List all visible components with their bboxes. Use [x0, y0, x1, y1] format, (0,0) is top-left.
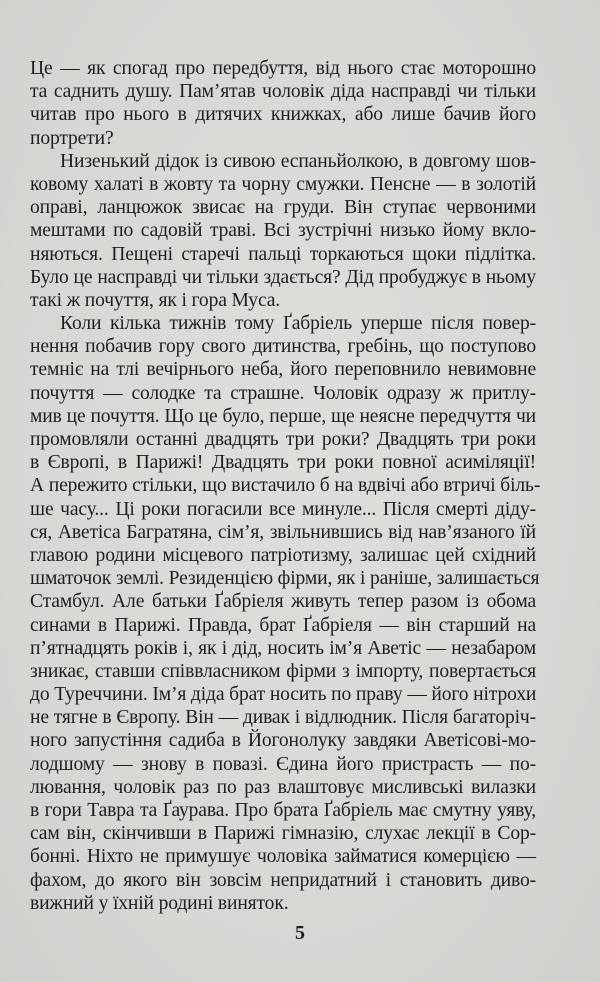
text-line: почуття — солодке та страшне. Чоловік одразу ж притлу-: [30, 382, 536, 404]
text-line: Коли кілька тижнів тому Ґабріель уперше після повер-: [60, 313, 536, 335]
text-line: А пережито стільки, що вистачило б на вдвічі або втричі біль-: [30, 475, 541, 497]
text-line: зникає, ставши співвласником фірми з імпорту, повертається: [30, 660, 536, 682]
text-line: вижний у їхній родині виняток.: [30, 892, 289, 914]
text-line: в Європі, в Парижі! Двадцять три роки повної асиміляції!: [30, 452, 536, 474]
text-line: читав про нього в дитячих книжках, або лише бачив його: [30, 104, 536, 126]
text-line: мив це почуття. Що це було, перше, ще неясне передчуття чи: [30, 405, 536, 427]
text-line: в гори Тавра та Ґаурава. Про брата Ґабріель має смутну уяву,: [30, 800, 536, 821]
text-line: темніє на тлі вечірнього неба, його переповнило невимовне: [30, 359, 536, 381]
text-line: промовляли останні двадцять три роки? Двадцять три роки: [30, 429, 536, 450]
text-line: до Туреччини. Ім’я діда брат носить по праву — його нітрохи: [30, 684, 537, 706]
text-line: п’ятнадцять років і, як і дід, носить ім’я Аветіс — незабаром: [30, 637, 536, 659]
text-line: главою родини місцевого патріотизму, залишає цей східний: [30, 544, 536, 566]
text-line: лювання, чоловік раз по раз влаштовує мисливські вилазки: [30, 776, 536, 798]
text-line: Це — як спогад про передбуття, від нього стає моторошно: [30, 58, 536, 79]
text-line: синами в Парижі. Правда, брат Ґабріеля — він старший на: [30, 614, 536, 636]
text-line: нення побачив гору свого дитинства, гребінь, що поступово: [30, 336, 536, 358]
page-number: 5: [295, 922, 305, 944]
text-line: Стамбул. Але батьки Ґабріеля живуть тепер разом із обома: [30, 591, 536, 613]
text-line: лодшому — знову в повазі. Єдина його пристрасть — по-: [30, 753, 536, 775]
text-line: ся, Аветіса Багратяна, сім’я, звільнившись від нав’язаного їй: [30, 521, 536, 543]
text-line: шматочок землі. Резиденцією фірми, як і раніше, залишається: [30, 568, 540, 590]
text-line: сам він, скінчивши в Парижі гімназію, слухає лекції в Сор-: [30, 823, 536, 845]
text-line: оправі, ланцюжок звисає на груди. Він ступає червоними: [30, 197, 536, 219]
text-line: ше часу... Ці роки погасили все минуле... Після смерті діду-: [30, 498, 536, 520]
body-text: [30, 57, 541, 915]
text-line: няються. Пещені старечі пальці торкаються щоки підлітка.: [30, 243, 536, 265]
text-line: портрети?: [30, 127, 114, 149]
text-line: фахом, до якого він зовсім непридатний і становить диво-: [30, 869, 536, 891]
text-line: ковому халаті в жовту та чорну смужки. Пенсне — в золотій: [30, 173, 536, 195]
text-line: бонні. Ніхто не примушує чоловіка займатися комерцією —: [30, 846, 536, 868]
text-line: ного запустіння садиба в Йогонолуку завдяки Аветісові-мо-: [30, 730, 536, 752]
text-line: не тягне в Європу. Він — дивак і відлюдник. Після багаторіч-: [30, 707, 536, 729]
text-line: Було це насправді чи тільки здається? Дід пробуджує в ньому: [30, 266, 536, 288]
text-line: такі ж почуття, як і гора Муса.: [30, 289, 281, 311]
text-line: мештами по садовій траві. Всі зустрічні низько йому вкло-: [30, 220, 536, 242]
text-line: Низенький дідок із сивою еспаньйолкою, в довгому шов-: [60, 150, 536, 172]
text-line: та саднить душу. Пам’ятав чоловік діда насправді чи тільки: [30, 81, 536, 103]
